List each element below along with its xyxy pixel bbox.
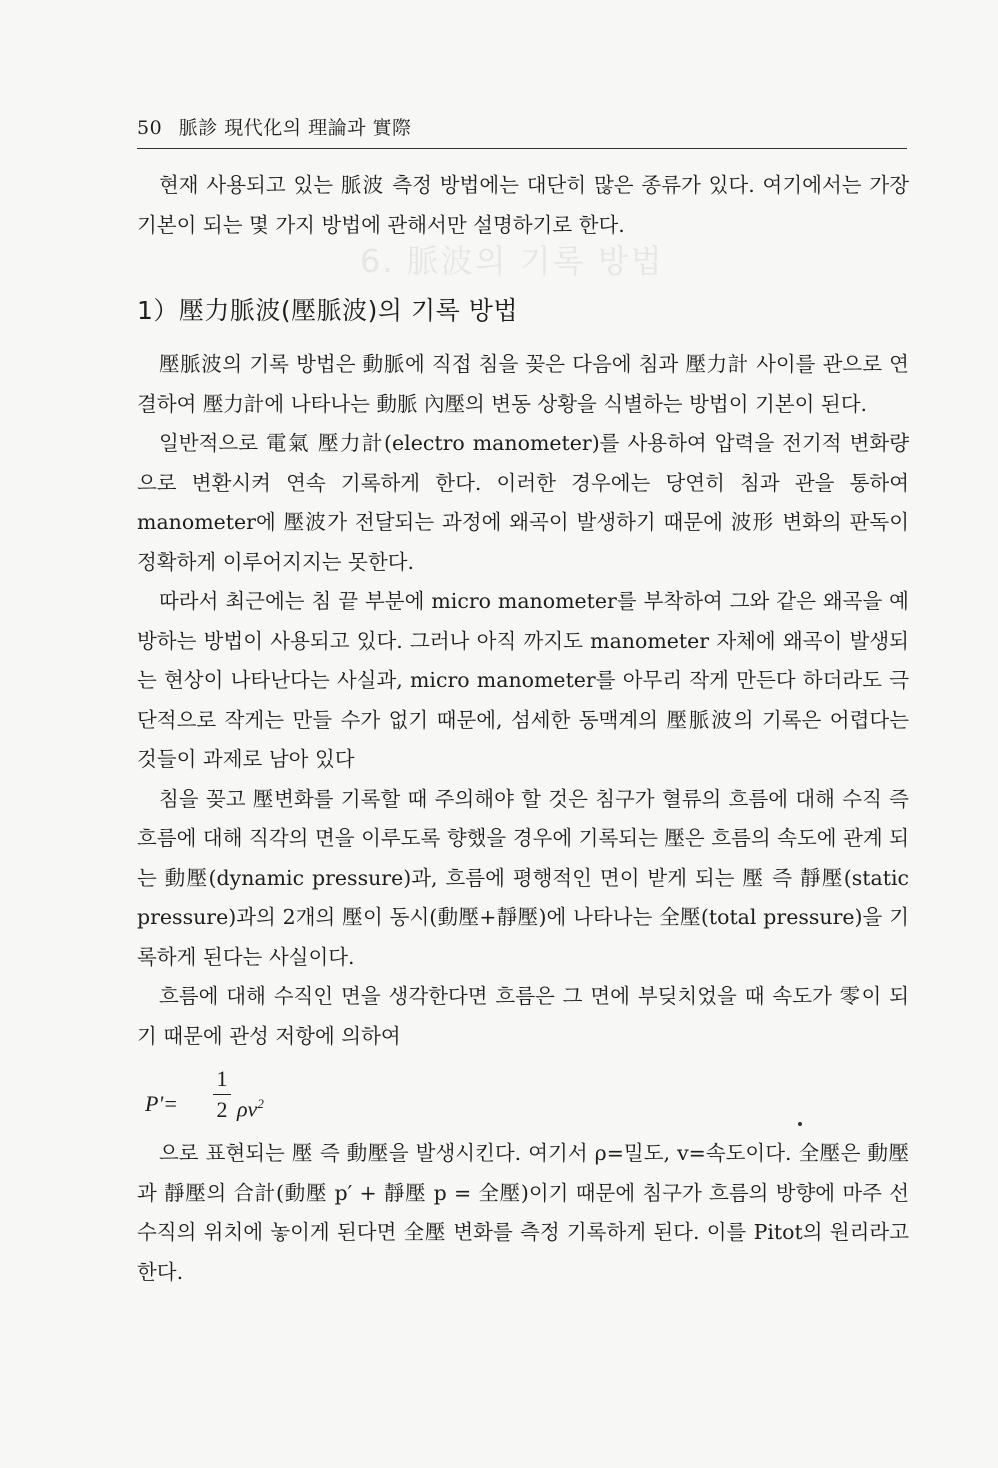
intro-paragraph: 현재 사용되고 있는 脈波 측정 방법에는 대단히 많은 종류가 있다. 여기에서는 가장 기본이 되는 몇 가지 방법에 관해서만 설명하기로 한다. xyxy=(137,173,909,237)
running-title: 脈診 現代化의 理論과 實際 xyxy=(178,117,412,139)
formula-denominator: 2 xyxy=(216,1097,228,1122)
formula-lhs: P'= xyxy=(145,1091,178,1116)
paragraph-5: 흐름에 대해 수직인 면을 생각한다면 흐름은 그 면에 부딪치었을 때 속도가 零이 되기 때문에 관성 저항에 의하여 xyxy=(137,984,909,1048)
section-title: 1）壓力脈波(壓脈波)의 기록 방법 xyxy=(137,296,519,325)
paragraph-4: 침을 꽂고 壓변화를 기록할 때 주의해야 할 것은 침구가 혈류의 흐름에 대해 수직 즉 흐름에 대해 직각의 면을 이루도록 향했을 경우에 기록되는 壓은 흐름의 속도에 관계 되는 動壓(dynamic pressure)과, 흐름에 평행적인 면이 받게 되는 壓 즉 靜壓(static pressure)과의 2개의 壓이 동시(動壓+靜壓)에 나타나는 全壓(total pressure)을 기록하게 된다는 사실이다. xyxy=(137,786,909,969)
formula-numerator: 1 xyxy=(216,1066,228,1091)
formula-fraction xyxy=(213,1066,231,1123)
formula-exponent: 2 xyxy=(257,1096,264,1111)
stray-dot xyxy=(798,1122,802,1126)
bleed-through-text: 6. 脈波의 기록 방법 xyxy=(360,242,664,280)
body-text xyxy=(137,166,909,1292)
formula-rhs-base: ρv xyxy=(237,1096,258,1122)
page-number: 50 xyxy=(137,117,163,139)
fraction-bar xyxy=(213,1094,231,1095)
paragraph-3: 따라서 최근에는 침 끝 부분에 micro manometer를 부착하여 그와 같은 왜곡을 예방하는 방법이 사용되고 있다. 그러나 아직 까지도 manometer 자체에 왜곡이 발생되는 현상이 나타난다는 사실과, micro manometer를 아무리 작게 만든다 하더라도 극단적으로 작게는 만들 수가 없기 때문에, 섬세한 동맥계의 壓脈波의 기록은 어렵다는 것들이 과제로 남아 있다 xyxy=(137,589,909,771)
paragraph-1: 壓脈波의 기록 방법은 動脈에 직접 침을 꽂은 다음에 침과 壓力計 사이를 관으로 연결하여 壓力計에 나타나는 動脈 內壓의 변동 상황을 식별하는 방법이 기본이 된다. xyxy=(137,352,909,416)
paragraph-2: 일반적으로 電氣 壓力計(electro manometer)를 사용하여 압력을 전기적 변화량으로 변환시켜 연속 기록하게 한다. 이러한 경우에는 당연히 침과 관을 통하여 manometer에 壓波가 전달되는 과정에 왜곡이 발생하기 때문에 波形 변화의 판독이 정확하게 이루어지지는 못한다. xyxy=(137,431,909,574)
running-header xyxy=(137,114,907,149)
formula-rhs xyxy=(237,1084,264,1129)
dynamic-pressure-formula xyxy=(145,1066,909,1130)
closing-paragraph: 으로 표현되는 壓 즉 動壓을 발생시킨다. 여기서 ρ=밀도, v=속도이다. 全壓은 動壓과 靜壓의 合計(動壓 p′ + 靜壓 p = 全壓)이기 때문에 침구가 흐름의 방향에 마주 선 수직의 위치에 놓이게 된다면 全壓 변화를 측정 기록하게 된다. 이를 Pitot의 원리라고 한다. xyxy=(137,1141,909,1284)
